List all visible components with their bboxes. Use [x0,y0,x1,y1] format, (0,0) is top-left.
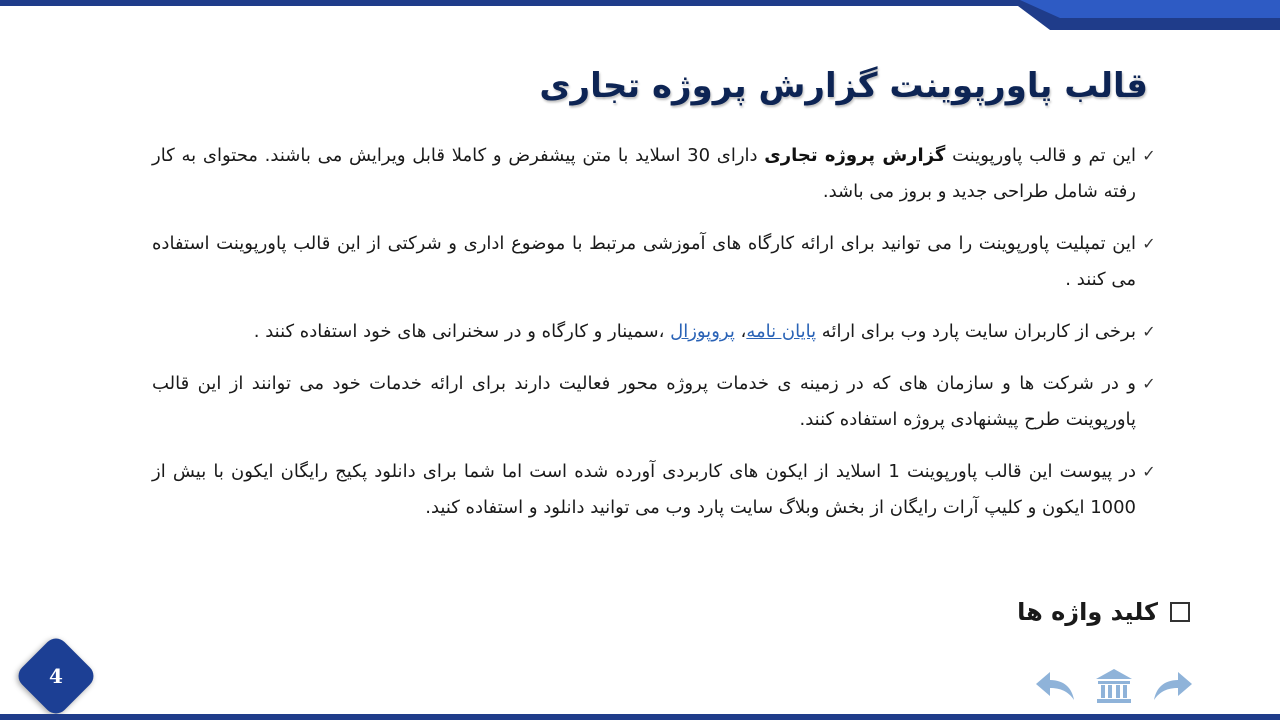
list-item [152,314,1162,350]
keywords-heading [1017,598,1190,626]
thesis-link[interactable]: پایان نامه [746,321,817,342]
back-arrow-icon [1032,668,1076,704]
list-item [152,226,1162,298]
check-icon: ✓ [1142,234,1156,253]
check-icon: ✓ [1142,322,1156,341]
check-icon: ✓ [1142,462,1156,481]
back-button[interactable] [1032,664,1076,708]
list-item [152,454,1162,526]
bullet-list [152,138,1162,542]
keywords-label: کلید واژه ها [1017,598,1158,626]
checkbox-square-icon [1170,602,1190,622]
check-icon: ✓ [1142,146,1156,165]
slide-navigation [1032,664,1196,708]
bullet-text: در پیوست این قالب پاورپوینت 1 اسلاید از ایکون های کاربردی آورده شده است اما شما برای دانلود پکیج رایگان ایکون با بیش از 1000 ایکون و کلیپ آرات رایگان از بخش وبلاگ سایت پارد وب می توانید دانلود و استفاده کنید. [152,461,1137,518]
bullet-text: این تم و قالب پاورپوینت گزارش پروژه تجاری دارای 30 اسلاید با متن پیشفرض و کاملا قابل ویرایش می باشند. محتوای به کار رفته شامل طراحی جدید و بروز می باشد. [152,145,1136,202]
bullet-text: این تمپلیت پاورپوینت را می توانید برای ارائه کارگاه های آموزشی مرتبط با موضوع اداری و شرکتی از این قالب پاورپوینت استفاده می کنند . [152,233,1136,290]
proposal-link[interactable]: پروپوزال [670,321,735,342]
forward-button[interactable] [1152,664,1196,708]
bold-phrase: گزارش پروژه تجاری [764,145,946,166]
list-item [152,138,1162,210]
home-icon [1094,667,1134,705]
slide-title: قالب پاورپوینت گزارش پروژه تجاری [539,66,1148,106]
bullet-text: و در شرکت ها و سازمان های که در زمینه ی خدمات پروژه محور فعالیت دارند برای ارائه خدمات خود می توانند از این قالب پاورپوینت طرح پیشنهادی پروژه استفاده کنند. [152,373,1136,430]
list-item [152,366,1162,438]
top-corner-decoration [1010,0,1280,30]
home-button[interactable] [1092,664,1136,708]
bullet-text: برخی از کاربران سایت پارد وب برای ارائه پایان نامه، پروپوزال ،سمینار و کارگاه و در سخنرانی های خود استفاده کنند . [253,321,1136,342]
forward-arrow-icon [1152,668,1196,704]
bottom-accent-bar [0,714,1280,720]
page-number: 4 [49,664,63,688]
check-icon: ✓ [1142,374,1156,393]
